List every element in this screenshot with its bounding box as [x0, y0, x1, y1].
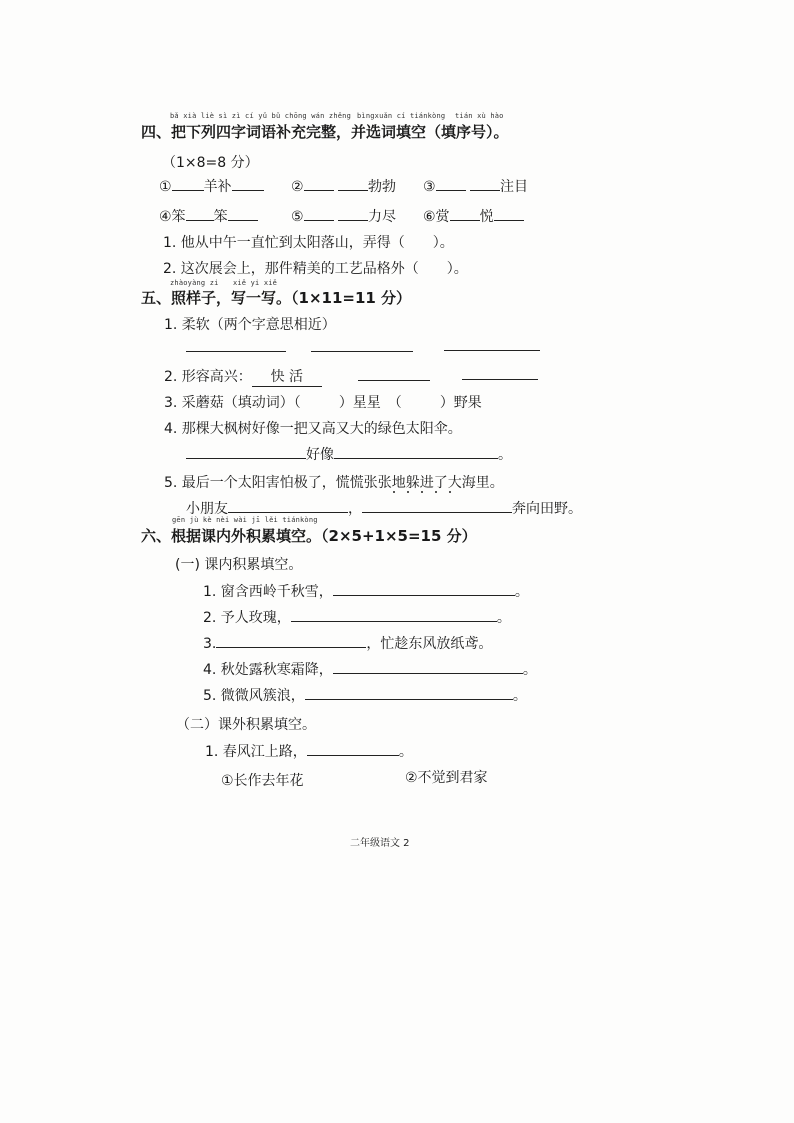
idiom-5-blank-a[interactable]: [304, 206, 334, 221]
item-4-blank[interactable]: [333, 659, 523, 674]
idiom-6-blank-b[interactable]: [494, 206, 524, 221]
simile-mid: 好像: [306, 447, 334, 463]
simile-line: [186, 444, 512, 464]
item-2-end: 。: [496, 610, 511, 626]
idiom-1: [159, 176, 264, 196]
item-3-blank[interactable]: [216, 633, 366, 648]
example-answer: 快 活: [252, 366, 322, 387]
extra-item-1-text: 1. 春风江上路，: [205, 744, 307, 760]
reduplication-comma: ，: [348, 501, 362, 517]
idiom-3-blank-b[interactable]: [470, 176, 500, 191]
idiom-3: [423, 176, 528, 196]
idiom-1-mid: 羊补: [203, 179, 232, 195]
pinyin-section4-a: bǎ xià liè sì zì cí yǔ bǔ chōng wán zhěng: [170, 112, 351, 120]
item-5-blank[interactable]: [305, 685, 513, 700]
question-3-mid: ）星星 （: [338, 395, 402, 411]
idiom-6: [423, 206, 524, 226]
happy-word-blank-2[interactable]: [462, 379, 538, 380]
idiom-2-suffix: 勃勃: [368, 179, 397, 195]
pinyin-section4-c: tián xù hào: [455, 112, 504, 120]
section5-question-1: 1. 柔软（两个字意思相近）: [164, 317, 336, 333]
item-4-text: 4. 秋处露秋寒霜降，: [203, 662, 333, 678]
idiom-1-blank-a[interactable]: [172, 176, 204, 191]
in-class-item-4: [203, 659, 537, 679]
reduplication-blank-2[interactable]: [362, 498, 512, 513]
synonym-blank-1[interactable]: [186, 351, 286, 352]
idiom-6-prefix: ⑥赏: [423, 209, 450, 225]
in-class-item-1: [203, 581, 529, 601]
section5-question-3: [164, 392, 482, 412]
extra-item-1-blank[interactable]: [307, 741, 399, 756]
section4-question-2: 2. 这次展会上，那件精美的工艺品格外（ ）。: [163, 261, 468, 277]
page-footer: 二年级语文 2: [350, 838, 410, 849]
idiom-2-blank-b[interactable]: [338, 176, 368, 191]
item-5-end: 。: [512, 688, 527, 704]
idiom-1-prefix: ①: [159, 179, 172, 195]
idiom-5: [291, 206, 396, 226]
section5-title: 五、照样子，写一写。（1×11=11 分）: [141, 289, 412, 307]
pinyin-section6: gēn jù kè nèi wài jī lěi tiánkòng: [172, 516, 318, 524]
idiom-1-blank-b[interactable]: [232, 176, 264, 191]
idiom-4: [159, 206, 258, 226]
simile-end: 。: [498, 447, 512, 463]
section4-question-1: 1. 他从中午一直忙到太阳落山，弄得（ ）。: [163, 235, 454, 251]
item-2-blank[interactable]: [291, 607, 497, 622]
idiom-2: [291, 176, 396, 196]
happy-word-blank-1[interactable]: [358, 380, 430, 381]
synonym-blank-2[interactable]: [311, 351, 413, 352]
reduplication-end: 奔向田野。: [512, 501, 582, 517]
idiom-6-blank-a[interactable]: [450, 206, 480, 221]
idiom-3-blank-a[interactable]: [436, 176, 466, 191]
section4-title: 四、把下列四字词语补充完整，并选词填空（填序号）。: [141, 123, 509, 141]
in-class-item-3: [203, 633, 492, 653]
pinyin-section5: zhàoyàng zi xiě yi xiě: [170, 279, 278, 287]
item-5-text: 5. 微微风簇浪，: [203, 688, 305, 704]
idiom-6-mid: 悦: [479, 209, 494, 225]
item-1-blank[interactable]: [333, 581, 515, 596]
item-3-text: ，忙趁东风放纸鸢。: [366, 636, 493, 652]
option-2: ②不觉到君家: [405, 770, 488, 786]
simile-blank-2[interactable]: [334, 444, 498, 459]
section4-score: （1×8=8 分）: [162, 155, 259, 171]
idiom-4-blank-a[interactable]: [186, 206, 214, 221]
section6-title: 六、根据课内外积累填空。（2×5+1×5=15 分）: [141, 527, 477, 545]
option-1: ①长作去年花: [221, 773, 304, 789]
section5-question-5: 5. 最后一个太阳害怕极了，慌慌张张地躲进了大海里。: [164, 475, 504, 491]
idiom-5-blank-b[interactable]: [338, 206, 368, 221]
extracurricular-item-1: [205, 741, 413, 761]
item-4-end: 。: [522, 662, 537, 678]
idiom-2-blank-a[interactable]: [304, 176, 334, 191]
reduplication-blank-1[interactable]: [228, 498, 348, 513]
synonym-blank-3[interactable]: [444, 350, 540, 351]
question-2-label: 2. 形容高兴：: [164, 369, 252, 385]
item-1-text: 1. 窗含西岭千秋雪，: [203, 584, 333, 600]
section5-question-2: [164, 366, 322, 387]
question-3-end: ）野果: [439, 395, 482, 411]
item-3-start: 3.: [203, 636, 217, 652]
idiom-4-blank-b[interactable]: [228, 206, 258, 221]
section5-question-4: 4. 那棵大枫树好像一把又高又大的绿色太阳伞。: [164, 421, 462, 437]
reduplication-line: [186, 498, 582, 518]
item-2-text: 2. 予人玫瑰，: [203, 610, 291, 626]
in-class-item-2: [203, 607, 511, 627]
idiom-3-suffix: 注目: [500, 179, 529, 195]
reduplication-start: 小朋友: [186, 501, 228, 517]
item-1-end: 。: [514, 584, 529, 600]
pinyin-section4-b: bìngxuǎn cí tiánkòng: [357, 112, 446, 120]
idiom-2-prefix: ②: [291, 179, 304, 195]
idiom-4-mid: 笨: [213, 209, 228, 225]
simile-blank-1[interactable]: [186, 444, 306, 459]
subsection-extracurricular: （二）课外积累填空。: [176, 717, 316, 733]
subsection-in-class: (一) 课内积累填空。: [175, 557, 303, 573]
question-3-label: 3. 采蘑菇（填动词）（: [164, 395, 301, 411]
in-class-item-5: [203, 685, 527, 705]
idiom-5-prefix: ⑤: [291, 209, 304, 225]
idiom-5-suffix: 力尽: [368, 209, 397, 225]
extra-item-1-end: 。: [398, 744, 413, 760]
idiom-3-prefix: ③: [423, 179, 436, 195]
idiom-4-prefix: ④笨: [159, 209, 186, 225]
